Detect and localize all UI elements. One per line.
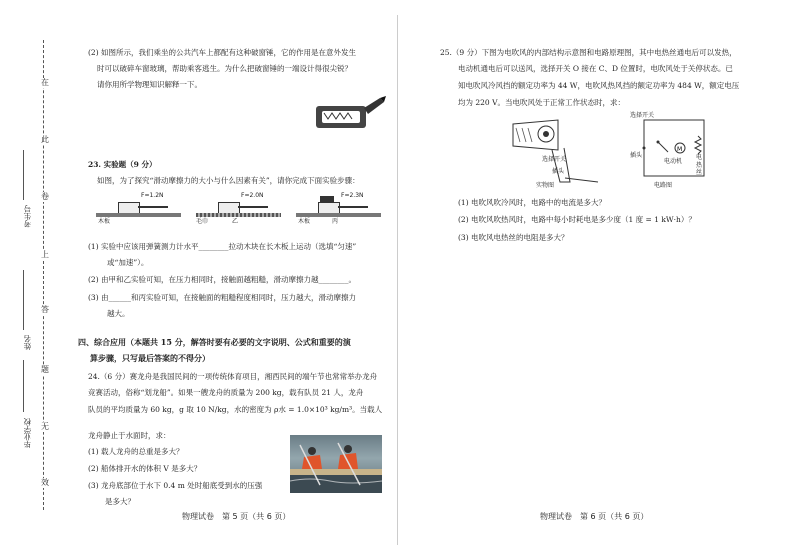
q24-sub2: (2) 船体排开水的体积 V 是多大？ — [88, 464, 202, 473]
section4-heading: 算步骤，只写最后答案的不得分） — [90, 353, 210, 363]
q25-text: 25.（9 分）下图为电吹风的内部结构示意图和电路原理图，其中电热丝通电后可以发热， — [440, 48, 737, 57]
q22-text: (2) 如图所示，我们乘坐的公共汽车上都配有这种破窗锤，它的作用是在意外发生 — [88, 48, 357, 57]
q25-sub3: (3) 电吹风电热丝的电阻是多大？ — [458, 233, 569, 242]
figure-bing — [296, 192, 381, 232]
q25-text: 知电吹风冷风挡的额定功率为 44 W，电吹风热风挡的额定功率为 484 W，额定电压 — [458, 81, 740, 90]
circuit-label-motor: 电动机 — [664, 158, 683, 165]
school-label: 毕业学校 — [23, 418, 32, 448]
dragon-boat-photo — [290, 435, 382, 493]
q23-intro: 如图，为了探究“滑动摩擦力的大小与什么因素有关”，请你完成下面实验步骤： — [97, 176, 360, 185]
force-label: F=1.2N — [141, 192, 164, 199]
binding-char: 在 — [41, 78, 49, 87]
q24-text: 龙舟静止于水面时，求： — [88, 431, 171, 440]
binding-char: 此 — [41, 135, 49, 144]
q25-sub1: (1) 电吹风吹冷风时，电路中的电流是多大？ — [458, 198, 607, 207]
figure-label-switch: 选择开关 — [542, 156, 567, 163]
q23-part1: 或“加速”）。 — [107, 258, 149, 267]
spring-scale — [338, 206, 368, 208]
board — [96, 213, 181, 217]
q24-sub1: (1) 载人龙舟的总重是多大？ — [88, 447, 184, 456]
q24-sub3: 是多大？ — [105, 497, 135, 506]
q23-title: 23. 实验题（9 分） — [88, 160, 157, 169]
binding-char: 效 — [41, 478, 49, 487]
safety-hammer-illustration — [308, 88, 386, 138]
q23-part3: 越大。 — [107, 309, 130, 318]
force-label: F=2.0N — [241, 192, 264, 199]
q24-text: 24.（6 分）赛龙舟是我国民间的一项传统体育项目，湘西民间的端午节也常常举办龙舟 — [88, 372, 378, 381]
q23-part3: (3) 由______和丙实验可知，在接触面的粗糙程度相同时，压力越大，滑动摩擦力 — [88, 293, 357, 302]
q25-sub2: (2) 电吹风吹热风时，电路中每小时耗电是多少度（1 度 = 1 kW·h）？ — [458, 215, 696, 224]
q24-sub3: (3) 龙舟底部位于水下 0.4 m 处时船底受到水的压强 — [88, 481, 263, 490]
q23-part1: (1) 实验中应该用弹簧测力计水平________拉动木块在长木板上运动（选填“匀速” — [88, 242, 357, 251]
name-blank — [23, 270, 24, 330]
friction-figures — [96, 192, 381, 232]
circuit-label-heater: 电热丝 — [696, 154, 703, 176]
figure-label: 丙 — [332, 218, 339, 225]
figure-label-plug: 插头 — [552, 168, 565, 175]
q24-text: 竞赛活动，俗称“划龙船”。如果一艘龙舟的质量为 200 kg，载有队员 21 人，龙舟 — [88, 388, 364, 397]
towel — [196, 213, 281, 217]
board — [296, 213, 381, 217]
page-footer-left: 物理试卷 第 5 页（共 6 页） — [182, 512, 291, 521]
circuit-diagram — [630, 112, 710, 190]
q25-text: 均为 220 V。当电吹风处于正常工作状态时，求： — [458, 98, 625, 107]
exam-number-blank — [23, 150, 24, 200]
binding-char: 无 — [41, 422, 49, 431]
circuit-label-plug: 插头 — [630, 152, 643, 159]
spring-scale — [238, 206, 268, 208]
school-blank — [23, 360, 24, 412]
spring-scale — [138, 206, 168, 208]
exam-number-label: 考生号 — [23, 205, 32, 228]
svg-text:M: M — [677, 146, 683, 153]
q24-text: 队员的平均质量为 60 kg，g 取 10 N/kg，水的密度为 ρ水 = 1.0×10³ kg/m³。当载人 — [88, 405, 383, 414]
figure-yi — [196, 192, 281, 232]
circuit-label-switch: 选择开关 — [630, 112, 655, 119]
force-label: F=2.3N — [341, 192, 364, 199]
q22-text: 请你用所学物理知识解释一下。 — [97, 80, 202, 89]
hair-dryer-physical-figure — [508, 112, 603, 190]
page-footer-right: 物理试卷 第 6 页（共 6 页） — [540, 512, 649, 521]
binding-char: 卷 — [41, 192, 49, 201]
q23-part2: (2) 由甲和乙实验可知，在压力相同时，接触面越粗糙，滑动摩擦力越________。 — [88, 275, 357, 284]
section4-heading: 四、综合应用（本题共 15 分，解答时要有必要的文字说明、公式和重要的演 — [78, 337, 351, 347]
binding-dashed-line — [43, 40, 44, 510]
name-label: 姓名 — [23, 335, 32, 350]
surface-label: 毛巾 — [196, 218, 209, 225]
binding-char: 答 — [41, 305, 49, 314]
figure-caption: 电路图 — [654, 182, 673, 189]
figure-label: 乙 — [232, 218, 239, 225]
surface-label: 木板 — [298, 218, 311, 225]
figure-jia — [96, 192, 181, 232]
q25-text: 电动机通电后可以送风，选择开关 O 接在 C、D 位置时，电吹风处于关停状态。已 — [458, 64, 733, 73]
q22-text: 时可以破碎车窗玻璃，帮助乘客逃生。为什么把破窗锤的一端设计得很尖锐？ — [97, 64, 352, 73]
page-divider — [397, 15, 398, 545]
binding-char: 题 — [41, 365, 49, 374]
surface-label: 木板 — [98, 218, 111, 225]
binding-char: 上 — [41, 250, 49, 259]
figure-caption: 实物图 — [536, 182, 555, 189]
